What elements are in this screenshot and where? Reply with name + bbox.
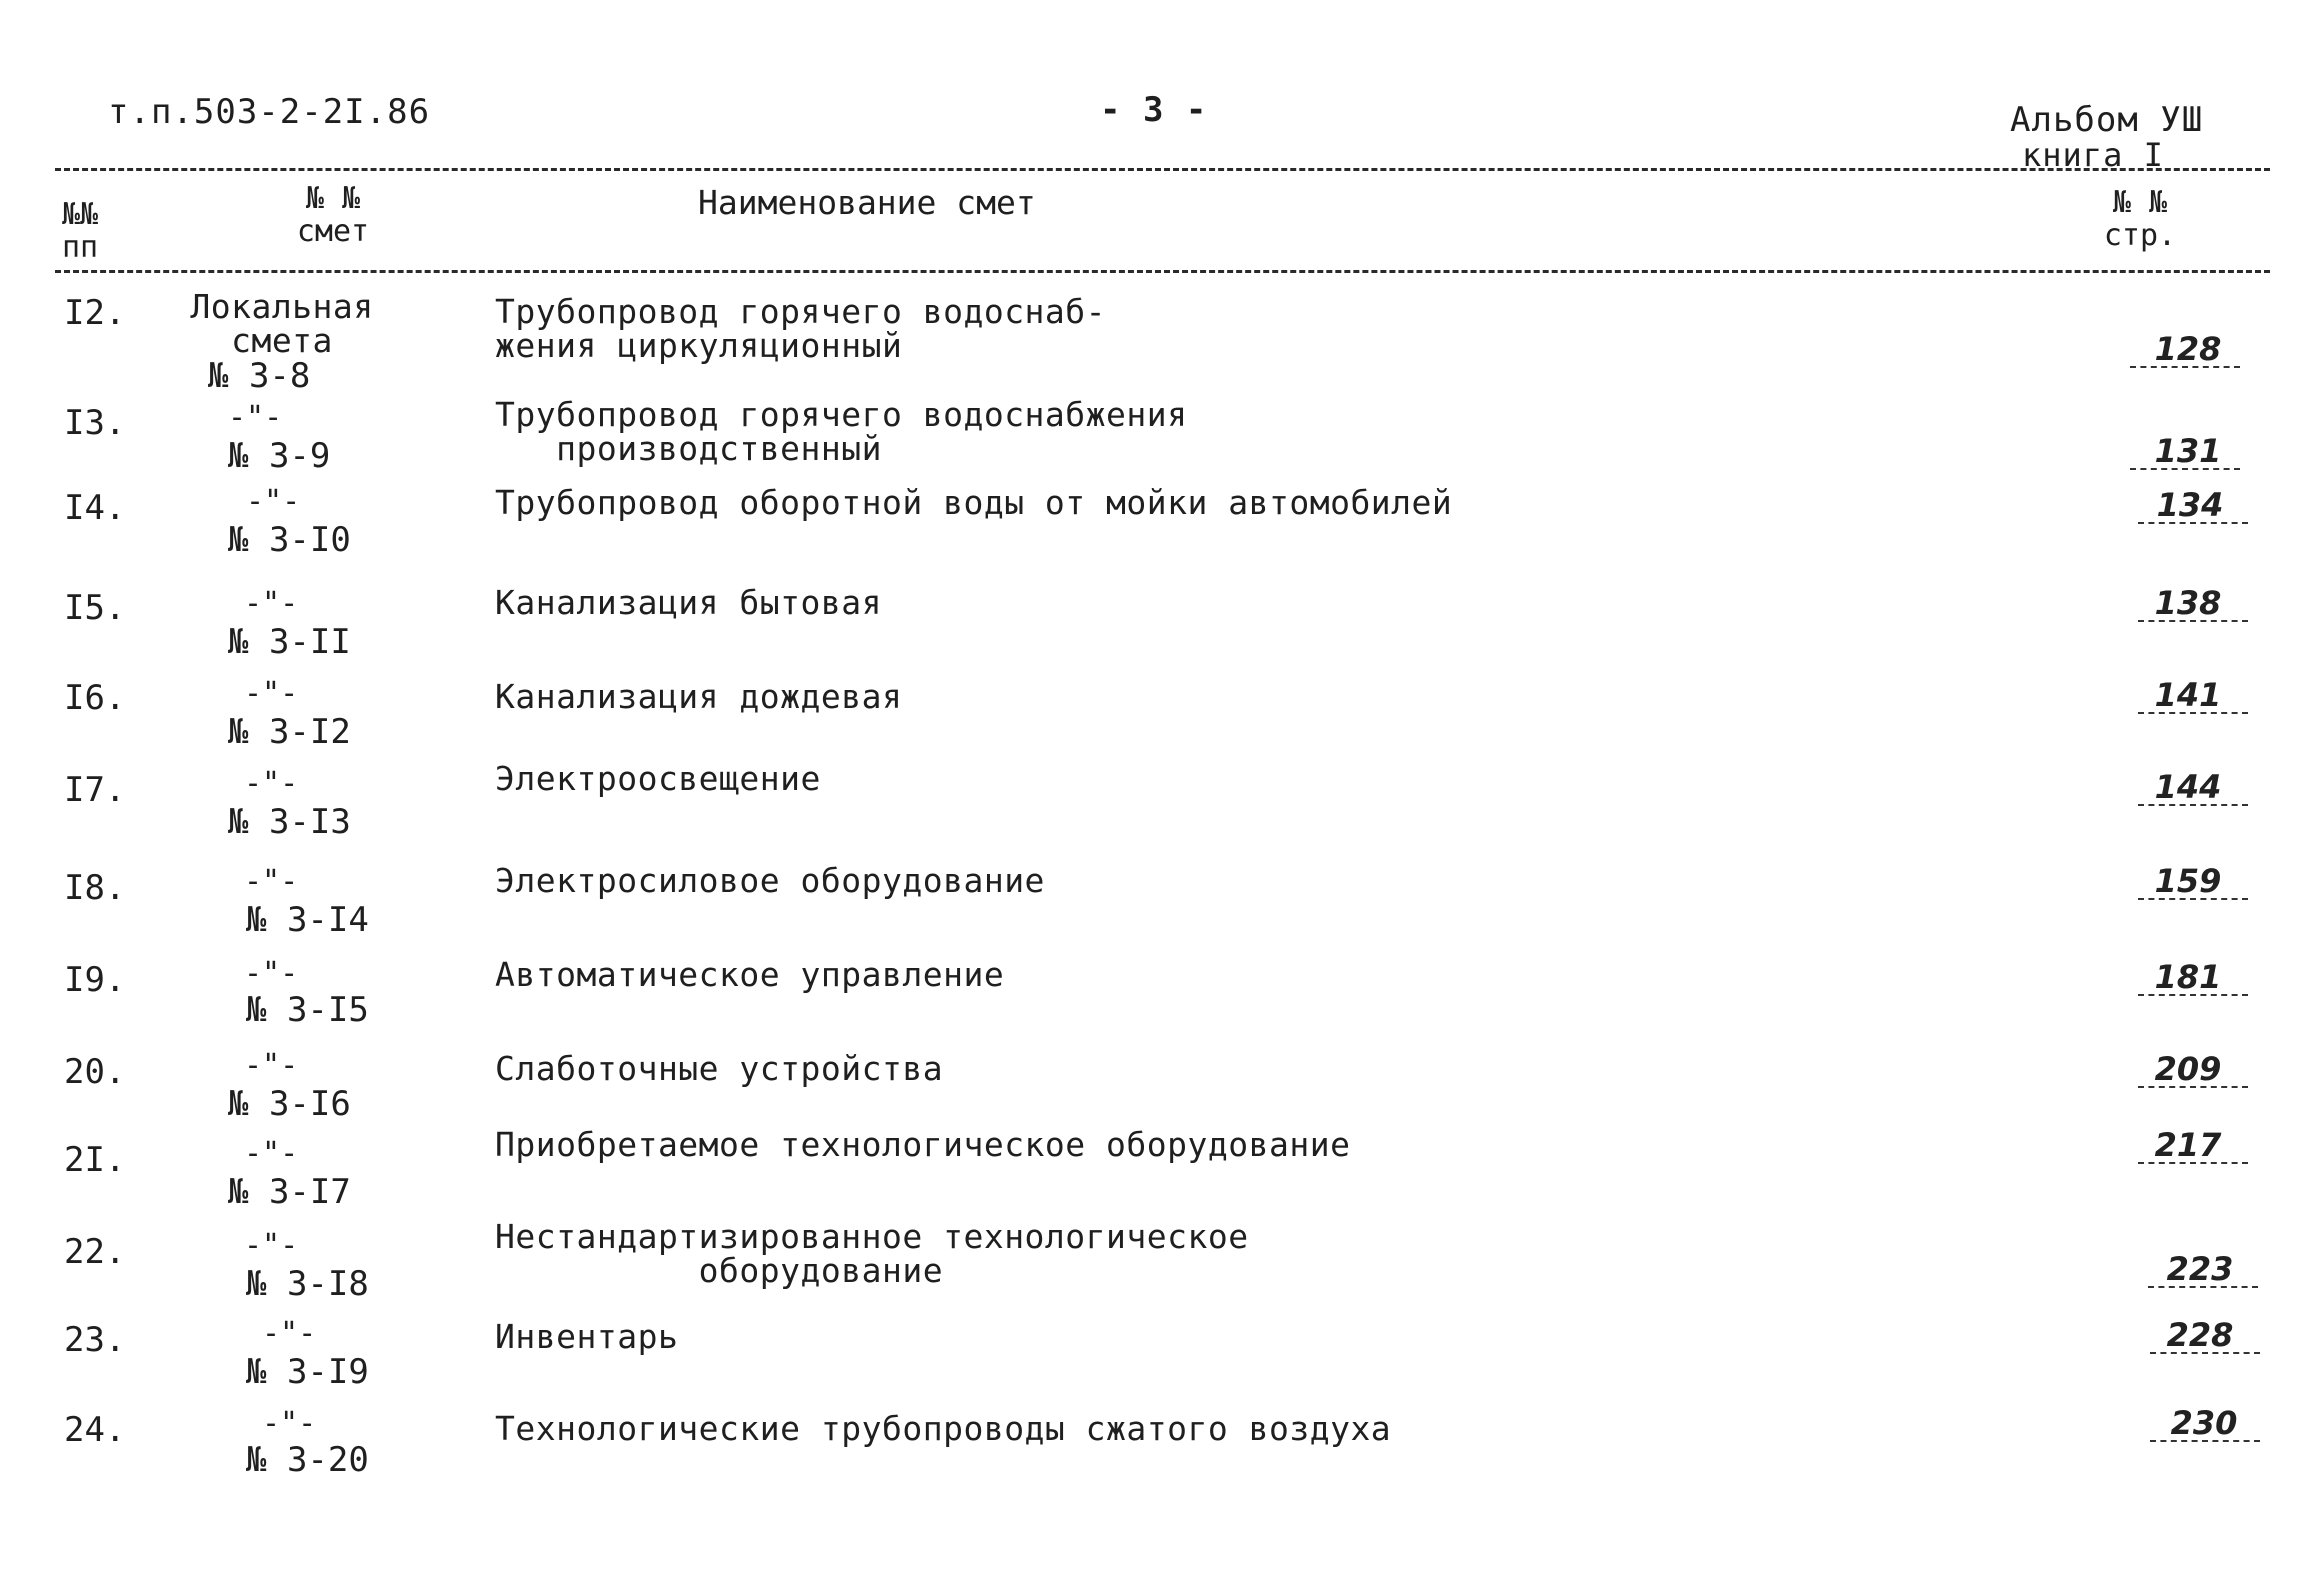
ditto-mark: -"- [244, 956, 299, 991]
estimate-name: Трубопровод горячего водоснаб- жения циркуляционный [495, 292, 1107, 365]
estimate-name: Трубопровод оборотной воды от мойки автомобилей [495, 483, 1453, 522]
page-ref: 209 [2154, 1050, 2222, 1088]
estimate-number: № 3-20 [246, 1440, 369, 1480]
estimate-name: Электроосвещение [495, 759, 821, 798]
page-ref: 138 [2154, 584, 2222, 622]
estimate-name: Слаботочные устройства [495, 1049, 944, 1088]
estimate-name: Инвентарь [495, 1317, 679, 1356]
row-number: I2. [64, 293, 126, 333]
column-header-page: № № стр. [2103, 185, 2177, 253]
ditto-mark: -"- [244, 1136, 299, 1171]
page-ref: 223 [2166, 1250, 2234, 1288]
page-ref: 181 [2154, 958, 2222, 996]
page-ref: 131 [2154, 432, 2222, 470]
row-number: I3. [64, 403, 126, 443]
estimate-number: № 3-I2 [228, 712, 351, 752]
row-number: I7. [64, 770, 126, 810]
page-underline [2138, 620, 2248, 622]
estimate-name: Технологические трубопроводы сжатого воздуха [495, 1409, 1392, 1448]
column-header-estimate: № № смет [296, 181, 370, 249]
page-number: - 3 - [1100, 90, 1208, 130]
estimate-number: № 3-I5 [246, 990, 369, 1030]
estimate-number: № 3-I7 [228, 1172, 351, 1212]
page-underline [2130, 468, 2240, 470]
page-ref: 230 [2170, 1404, 2238, 1442]
row-number: I4. [64, 488, 126, 528]
ditto-mark: -"- [244, 1228, 299, 1263]
album-label: Альбом УШ [2010, 100, 2204, 140]
ditto-mark: -"- [262, 1406, 317, 1441]
book-label: книга I [2022, 136, 2164, 174]
row-number: 23. [64, 1320, 126, 1360]
row-number: I9. [64, 960, 126, 1000]
page-ref: 144 [2154, 768, 2222, 806]
row-number: I8. [64, 868, 126, 908]
top-rule [55, 168, 2270, 171]
page-underline [2148, 1286, 2258, 1288]
row-number: 24. [64, 1410, 126, 1450]
estimate-number: № 3-I6 [228, 1084, 351, 1124]
estimate-number: № 3-I8 [246, 1264, 369, 1304]
estimate-name: Нестандартизированное технологическое оборудование [495, 1217, 1249, 1290]
page-ref: 141 [2154, 676, 2222, 714]
row-number: 20. [64, 1052, 126, 1092]
page-ref: 128 [2154, 330, 2222, 368]
estimate-name: Канализация бытовая [495, 583, 882, 622]
estimate-name: Автоматическое управление [495, 955, 1005, 994]
ditto-mark: -"- [244, 676, 299, 711]
page-ref: 134 [2156, 486, 2224, 524]
page-underline [2138, 522, 2248, 524]
estimate-name: Приобретаемое технологическое оборудование [495, 1125, 1351, 1164]
ditto-mark: -"- [244, 586, 299, 621]
row-number: 2I. [64, 1140, 126, 1180]
estimate-name: Канализация дождевая [495, 677, 903, 716]
estimate-number: № 3-I9 [246, 1352, 369, 1392]
estimate-number: № 3-9 [228, 436, 331, 476]
estimate-number: № 3-I0 [228, 520, 351, 560]
estimate-number: № 3-I4 [246, 900, 369, 940]
estimate-name: Трубопровод горячего водоснабжения производственный [495, 395, 1188, 468]
header-rule [55, 270, 2270, 273]
ditto-mark: -"- [244, 864, 299, 899]
page-underline [2138, 1162, 2248, 1164]
page-underline [2138, 994, 2248, 996]
ditto-mark: -"- [244, 766, 299, 801]
page-underline [2138, 712, 2248, 714]
page-ref: 228 [2166, 1316, 2234, 1354]
ditto-mark: -"- [228, 400, 283, 435]
page-underline [2150, 1352, 2260, 1354]
page-ref: 159 [2154, 862, 2222, 900]
page-underline [2138, 1086, 2248, 1088]
column-header-index: №№ пп [62, 197, 99, 265]
estimate-name: Электросиловое оборудование [495, 861, 1045, 900]
page-underline [2150, 1440, 2260, 1442]
row-number: I6. [64, 678, 126, 718]
ditto-mark: -"- [246, 484, 301, 519]
ditto-mark: -"- [262, 1316, 317, 1351]
ditto-mark: -"- [244, 1048, 299, 1083]
row-number: 22. [64, 1232, 126, 1272]
estimate-type: Локальная смета [190, 287, 374, 360]
column-header-name: Наименование смет [698, 183, 1036, 222]
page-underline [2138, 898, 2248, 900]
estimate-number: № 3-8 [208, 356, 311, 396]
row-number: I5. [64, 588, 126, 628]
page-underline [2138, 804, 2248, 806]
page-ref: 217 [2154, 1126, 2222, 1164]
page-underline [2130, 366, 2240, 368]
estimate-number: № 3-I3 [228, 802, 351, 842]
document-code: т.п.503-2-2I.86 [108, 92, 431, 132]
estimate-number: № 3-II [228, 622, 351, 662]
